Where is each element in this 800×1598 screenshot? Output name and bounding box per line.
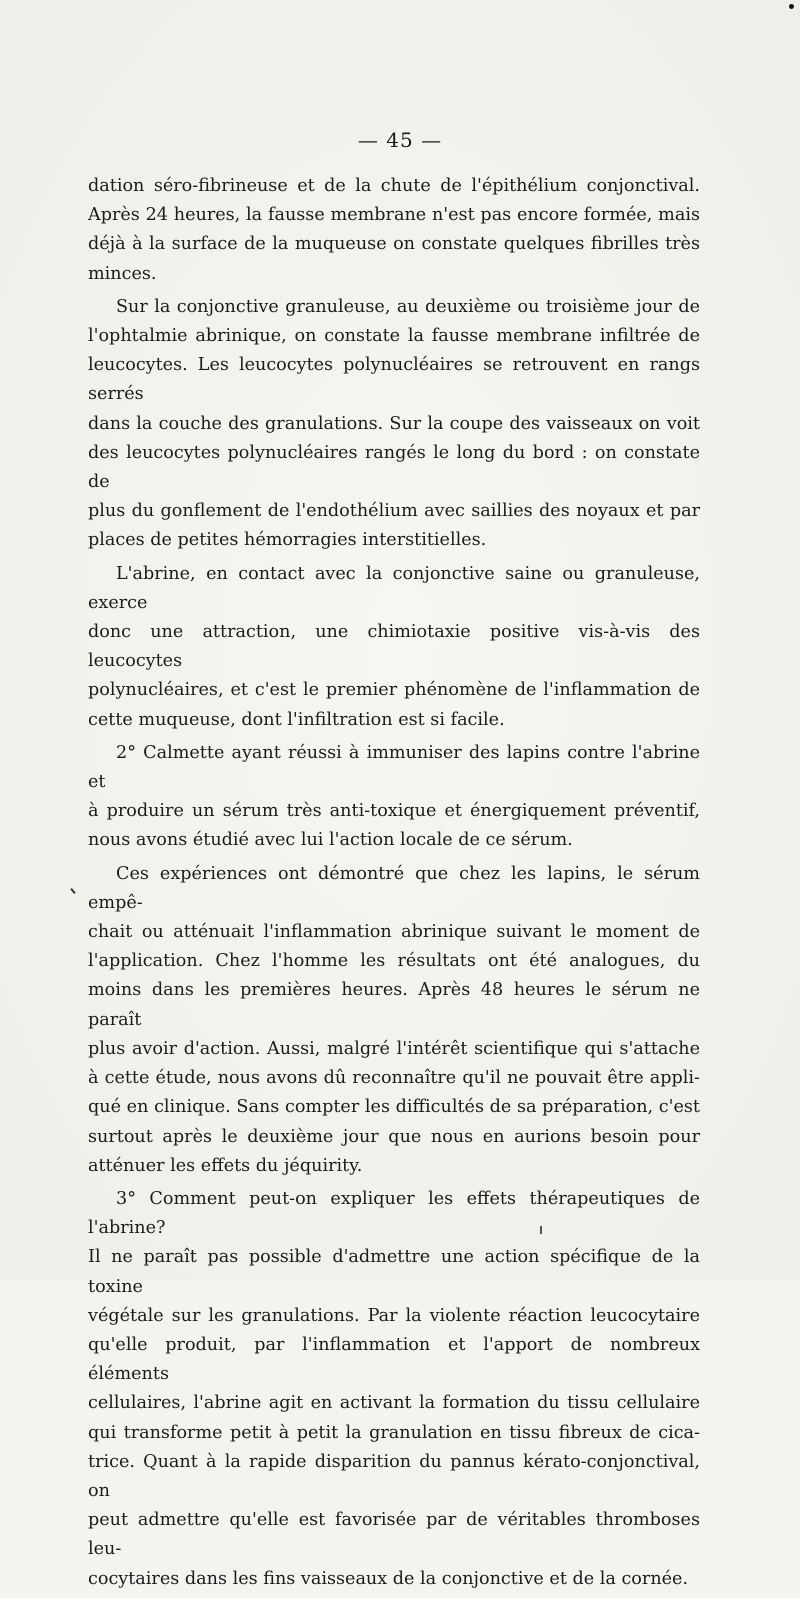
- text-line: cocytaires dans les fins vaisseaux de la conjonctive et de la cornée.: [88, 1568, 689, 1589]
- text-line: plus avoir d'action. Aussi, malgré l'intérêt scientifique qui s'attache: [88, 1038, 700, 1059]
- text-line: nous avons étudié avec lui l'action locale de ce sérum.: [88, 830, 573, 851]
- paragraph: [88, 560, 700, 735]
- text-line: peut admettre qu'elle est favorisée par de véritables thromboses leu-: [88, 1510, 700, 1560]
- text-line: dans la couche des granulations. Sur la coupe des vaisseaux on voit: [88, 413, 700, 434]
- text-line: cette muqueuse, dont l'infiltration est si facile.: [88, 709, 505, 730]
- text-line: qu'elle produit, par l'inflammation et l'apport de nombreux éléments: [88, 1334, 700, 1385]
- margin-mark: [70, 888, 75, 894]
- text-line: plus du gonflement de l'endothélium avec saillies des noyaux et par: [88, 501, 700, 522]
- paragraph: [88, 739, 700, 856]
- page-number: — 45 —: [357, 128, 443, 152]
- text-line: trice. Quant à la rapide disparition du pannus kérato-conjonctival, on: [88, 1451, 700, 1501]
- text-line: à cette étude, nous avons dû reconnaître qu'il ne pouvait être appli-: [88, 1068, 700, 1089]
- text-line: végétale sur les granulations. Par la violente réaction leucocytaire: [88, 1305, 700, 1326]
- text-line: 3° Comment peut-on expliquer les effets thérapeutiques de l'abrine?: [88, 1188, 700, 1239]
- paragraph: [88, 1185, 700, 1594]
- text-line: 2° Calmette ayant réussi à immuniser des lapins contre l'abrine et: [88, 742, 700, 793]
- text-line: minces.: [88, 263, 157, 284]
- body-text: [88, 172, 700, 1598]
- text-line: Sur la conjonctive granuleuse, au deuxième ou troisième jour de: [116, 296, 700, 317]
- text-line: moins dans les premières heures. Après 48 heures le sérum ne paraît: [88, 980, 700, 1030]
- text-line: Après 24 heures, la fausse membrane n'est pas encore formée, mais: [88, 205, 700, 226]
- text-line: l'application. Chez l'homme les résultats ont été analogues, du: [88, 951, 700, 972]
- paragraph: [88, 860, 700, 1181]
- text-line: qui transforme petit à petit la granulation en tissu fibreux de cica-: [88, 1422, 700, 1443]
- text-line: polynucléaires, et c'est le premier phénomène de l'inflammation de: [88, 680, 700, 701]
- text-line: leucocytes. Les leucocytes polynucléaires se retrouvent en rangs serrés: [88, 355, 700, 405]
- ink-speck: [789, 4, 794, 9]
- text-line: Ces expériences ont démontré que chez les lapins, le sérum empê-: [88, 863, 700, 913]
- paragraph: [88, 172, 700, 289]
- text-line: places de petites hémorragies interstitielles.: [88, 530, 487, 551]
- text-line: à produire un sérum très anti-toxique et énergiquement préventif,: [88, 801, 700, 822]
- text-line: qué en clinique. Sans compter les difficultés de sa préparation, c'est: [88, 1097, 700, 1118]
- text-line: Il ne paraît pas possible d'admettre une action spécifique de la toxine: [88, 1247, 700, 1297]
- text-line: l'ophtalmie abrinique, on constate la fausse membrane infiltrée de: [88, 326, 700, 347]
- text-line: L'abrine, en contact avec la conjonctive saine ou granuleuse, exerce: [88, 563, 700, 613]
- text-line: déjà à la surface de la muqueuse on constate quelques fibrilles très: [88, 234, 700, 255]
- text-line: chait ou atténuait l'inflammation abrinique suivant le moment de: [88, 922, 700, 943]
- text-line: des leucocytes polynucléaires rangés le long du bord : on constate de: [88, 442, 700, 493]
- text-line: surtout après le deuxième jour que nous en aurions besoin pour: [88, 1126, 700, 1147]
- text-line: atténuer les effets du jéquirity.: [88, 1155, 363, 1176]
- text-line: cellulaires, l'abrine agit en activant la formation du tissu cellulaire: [88, 1393, 700, 1414]
- paragraph: [88, 293, 700, 556]
- text-line: dation séro-fibrineuse et de la chute de l'épithélium conjonctival.: [88, 176, 700, 196]
- text-line: donc une attraction, une chimiotaxie positive vis-à-vis des leucocytes: [88, 622, 700, 672]
